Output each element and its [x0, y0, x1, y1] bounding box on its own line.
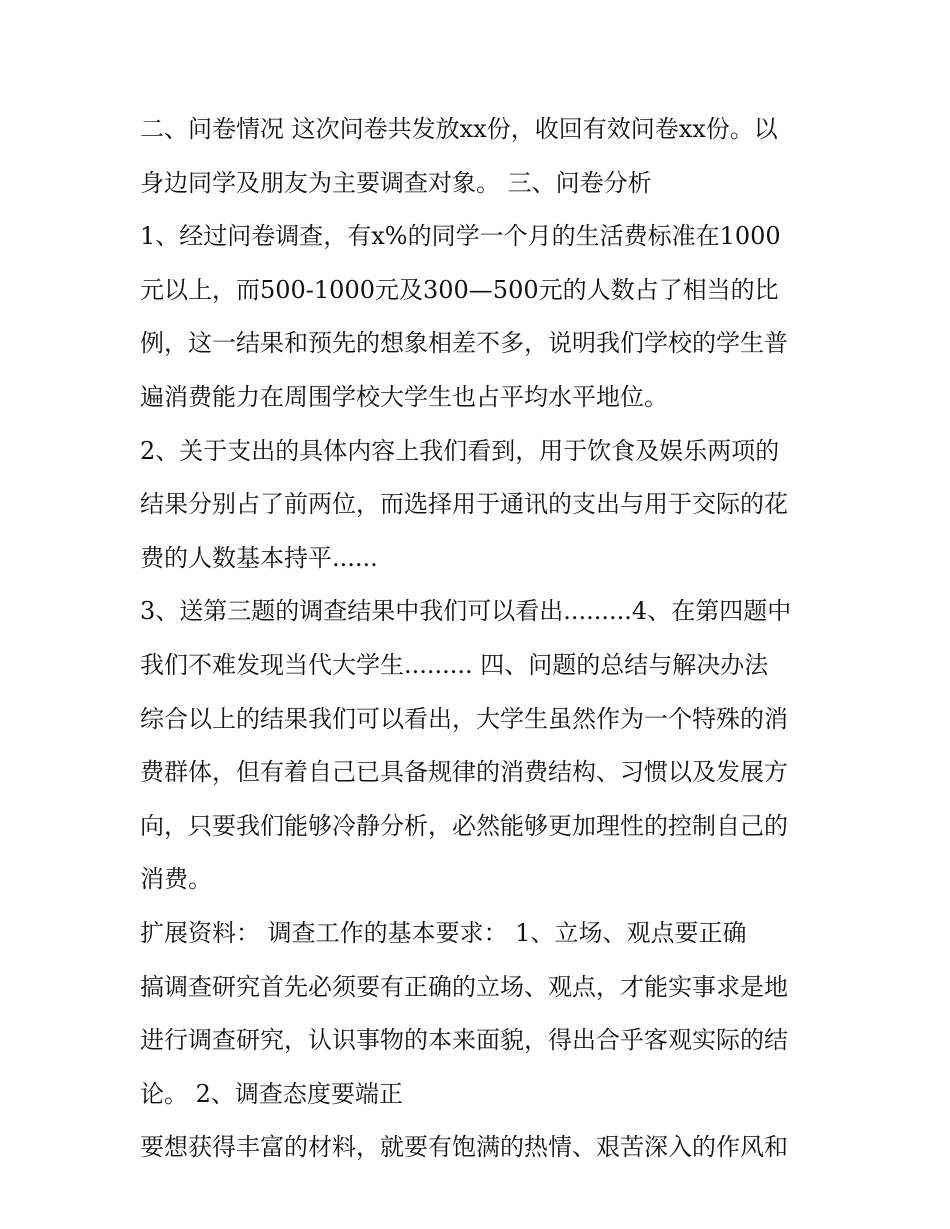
text-line: 费群体，但有着自己已具备规律的消费结构、习惯以及发展方	[140, 758, 788, 787]
text-line: 向，只要我们能够冷静分析，必然能够更加理性的控制自己的	[140, 811, 788, 840]
text-line: 身边同学及朋友为主要调查对象。 三、问卷分析	[140, 168, 652, 197]
text-line: 结果分别占了前两位，而选择用于通讯的支出与用于交际的花	[140, 490, 788, 519]
text-line: 扩展资料： 调查工作的基本要求： 1、立场、观点要正确	[140, 918, 747, 947]
text-line: 元以上，而500-1000元及300—500元的人数占了相当的比	[140, 275, 779, 304]
text-line: 例，这一结果和预先的想象相差不多，说明我们学校的学生普	[140, 329, 788, 358]
text-line: 二、问卷情况 这次问卷共发放xx份，收回有效问卷xx份。以	[140, 115, 778, 143]
text-line: 遍消费能力在周围学校大学生也占平均水平地位。	[140, 382, 668, 411]
text-line: 论。 2、调查态度要端正	[140, 1079, 403, 1108]
text-line: 搞调查研究首先必须要有正确的立场、观点，才能实事求是地	[140, 972, 788, 1001]
text-line: 费的人数基本持平......	[140, 543, 378, 572]
text-line: 要想获得丰富的材料，就要有饱满的热情、艰苦深入的作风和	[140, 1133, 788, 1162]
text-line: 1、经过问卷调查，有x%的同学一个月的生活费标准在1000	[140, 222, 781, 251]
document-body	[140, 107, 830, 1179]
text-line: 3、送第三题的调查结果中我们可以看出.........4、在第四题中	[140, 597, 792, 626]
text-line: 消费。	[140, 865, 212, 894]
text-line: 综合以上的结果我们可以看出，大学生虽然作为一个特殊的消	[140, 704, 788, 733]
text-line: 进行调查研究，认识事物的本来面貌，得出合乎客观实际的结	[140, 1026, 788, 1055]
text-line: 我们不难发现当代大学生......... 四、问题的总结与解决办法	[140, 650, 769, 679]
text-line: 2、关于支出的具体内容上我们看到，用于饮食及娱乐两项的	[140, 436, 780, 465]
